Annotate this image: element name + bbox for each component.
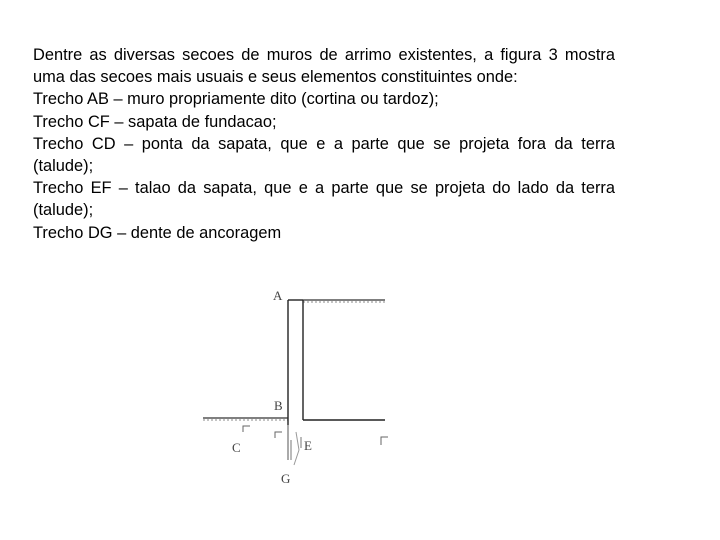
- item-ab: Trecho AB – muro propriamente dito (cortina ou tardoz);: [33, 90, 439, 109]
- label-g: G: [281, 471, 291, 486]
- text-block: [33, 44, 615, 244]
- item-dg: Trecho DG – dente de ancoragem: [33, 223, 282, 242]
- intro-paragraph: Dentre as diversas secoes de muros de arrimo existentes, a figura 3 mostra uma das secoes mais usuais e seus elementos constituintes onde:: [33, 46, 615, 87]
- retaining-wall-figure: [195, 280, 395, 490]
- wall-outline: [288, 300, 385, 425]
- tick-marks: [243, 426, 388, 445]
- label-b: B: [274, 398, 283, 413]
- item-cd: Trecho CD – ponta da sapata, que e a parte que se projeta fora da terra (talude);: [33, 134, 615, 176]
- label-e: E: [304, 438, 312, 453]
- item-cf: Trecho CF – sapata de fundacao;: [33, 112, 277, 131]
- key-marks: [288, 425, 301, 465]
- lower-ground-line: [203, 418, 288, 420]
- upper-ground-line: [303, 300, 385, 302]
- label-a: A: [273, 288, 283, 303]
- label-c: C: [232, 440, 241, 455]
- item-ef: Trecho EF – talao da sapata, que e a parte que se projeta do lado da terra (talude);: [33, 179, 615, 220]
